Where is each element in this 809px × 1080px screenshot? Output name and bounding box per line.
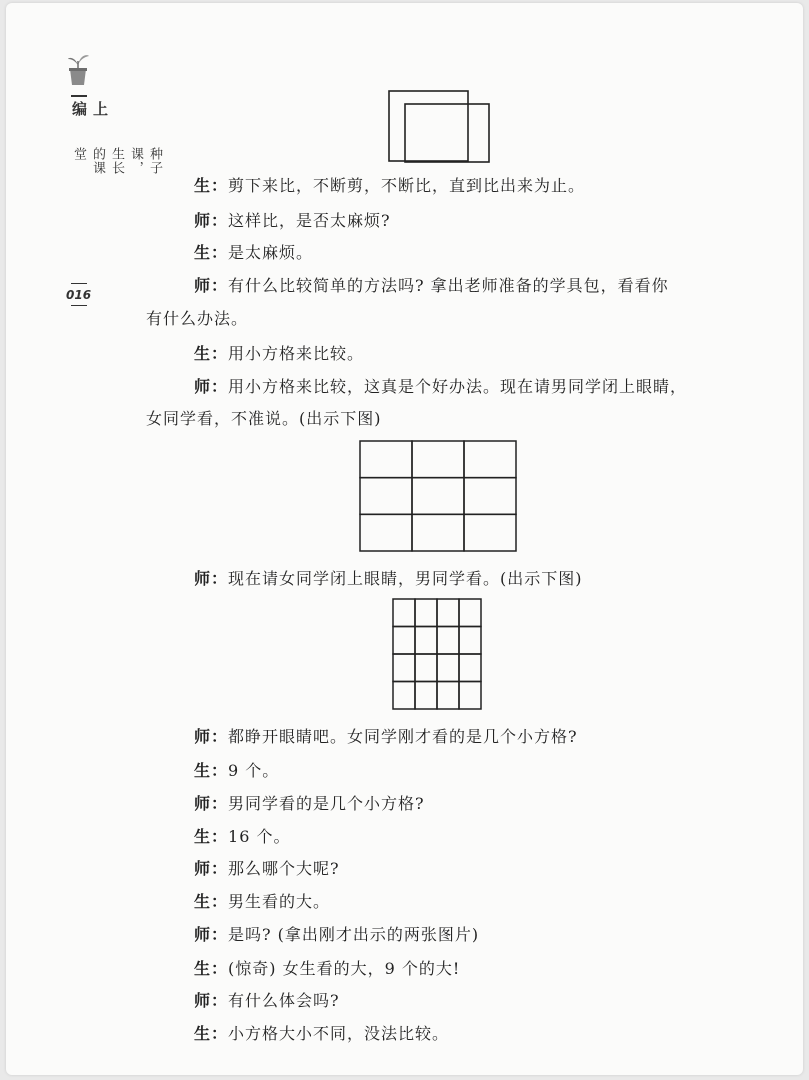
rectangle-back	[389, 91, 468, 161]
dialogue-line: 生：9 个。	[194, 761, 280, 780]
page-number: 016	[66, 288, 92, 302]
dialogue-line-continued: 女同学看，不准说。(出示下图)	[146, 409, 382, 428]
grid-cell	[415, 682, 437, 710]
grid-cell	[464, 478, 516, 515]
grid-cell	[415, 627, 437, 655]
grid-cell	[437, 682, 459, 710]
rectangle-front	[405, 104, 489, 162]
dialogue-line: 生：剪下来比，不断剪，不断比，直到比出来为止。	[194, 176, 586, 195]
grid-cell	[459, 654, 481, 682]
header-rule	[71, 283, 87, 284]
dialogue-line: 师：都睁开眼睛吧。女同学刚才看的是几个小方格?	[194, 727, 578, 746]
grid-cell	[360, 478, 412, 515]
grid-cell	[415, 654, 437, 682]
dialogue-line: 生：(惊奇) 女生看的大，9 个的大!	[194, 959, 461, 978]
grid-cell	[412, 441, 464, 478]
grid-cell	[464, 514, 516, 551]
grid-cell	[393, 654, 415, 682]
figure-overlapping-rectangles	[388, 89, 492, 165]
dialogue-line: 师：有什么体会吗?	[194, 991, 340, 1010]
dialogue-line: 师：现在请女同学闭上眼睛，男同学看。(出示下图)	[194, 569, 583, 588]
dialogue-line: 师：是吗? (拿出刚才出示的两张图片)	[194, 925, 480, 944]
grid-cell	[459, 682, 481, 710]
header-rule	[71, 305, 87, 306]
grid-cell	[464, 441, 516, 478]
book-subtitle: 种子课，生长的课堂	[71, 147, 162, 175]
header-rule	[71, 95, 87, 97]
grid-cell	[437, 627, 459, 655]
grid-cell	[459, 599, 481, 627]
dialogue-line: 师：有什么比较简单的方法吗? 拿出老师准备的学具包，看看你	[194, 276, 669, 295]
volume-label: 上编	[70, 101, 109, 117]
dialogue-line: 师：男同学看的是几个小方格?	[194, 794, 425, 813]
dialogue-line-continued: 有什么办法。	[146, 309, 249, 328]
figure-grid-4x4	[391, 597, 483, 711]
grid-cell	[437, 599, 459, 627]
dialogue-line: 生：16 个。	[194, 827, 291, 846]
grid-cell	[412, 478, 464, 515]
grid-cell	[393, 682, 415, 710]
dialogue-line: 生：男生看的大。	[194, 892, 331, 911]
grid-cell	[459, 627, 481, 655]
dialogue-line: 生：是太麻烦。	[194, 243, 314, 262]
grid-cell	[360, 514, 412, 551]
potted-plant-icon	[66, 51, 90, 87]
grid-cell	[360, 441, 412, 478]
figure-grid-3x3	[358, 439, 518, 553]
dialogue-line: 师：那么哪个大呢?	[194, 859, 340, 878]
grid-cell	[412, 514, 464, 551]
grid-cell	[415, 599, 437, 627]
dialogue-line: 师：这样比，是否太麻烦?	[194, 211, 391, 230]
dialogue-line: 生：用小方格来比较。	[194, 344, 365, 363]
grid-cell	[393, 627, 415, 655]
book-page	[6, 3, 803, 1075]
grid-cell	[437, 654, 459, 682]
grid-cell	[393, 599, 415, 627]
dialogue-line: 生：小方格大小不同，没法比较。	[194, 1024, 450, 1043]
dialogue-line: 师：用小方格来比较，这真是个好办法。现在请男同学闭上眼睛，	[194, 377, 688, 396]
